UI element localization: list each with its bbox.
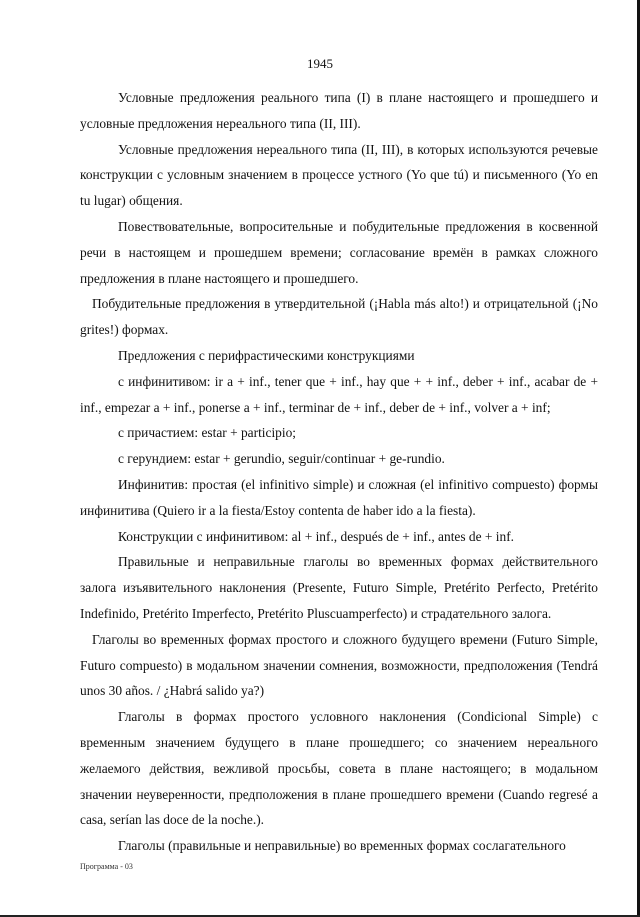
- body-text: [80, 85, 598, 859]
- paragraph-subjunctive-start: Глаголы (правильные и неправильные) во временных формах сослагательного: [118, 838, 566, 854]
- page-footer: Программа - 03: [80, 862, 133, 871]
- page-number: 1945: [307, 56, 333, 71]
- paragraph-conditional-real: Условные предложения реального типа (I) в плане настоящего и прошедшего и условные предложения нереального типа (II, III).: [80, 90, 598, 131]
- paragraph-conditional-mood: Глаголы в формах простого условного наклонения (Condicional Simple) с временным значением будущего в плане прошедшего; со значением нереального желаемого действия, вежливой просьбы, совета в плане настоящего; в модальном значении неуверенности, предположения в плане прошедшего времени (Cuando regresé a casa, serían las doce de la noche.).: [80, 709, 598, 828]
- paragraph-periphrastic-heading: Предложения с перифрастическими конструкциями: [118, 347, 415, 363]
- paragraph-gerund: с герундием: estar + gerundio, seguir/continuar + ge-rundio.: [118, 451, 445, 467]
- paragraph-future-tenses: Глаголы во временных формах простого и сложного будущего времени (Futuro Simple, Futuro compuesto) в модальном значении сомнения, возможности, предположения (Tendrá unos 30 años. / ¿Habrá salido ya?): [80, 631, 598, 699]
- paragraph-infinitive-structures: Конструкции с инфинитивом: al + inf., después de + inf., antes de + inf.: [118, 528, 515, 544]
- paragraph-indirect-speech: Повествовательные, вопросительные и побудительные предложения в косвенной речи в настоящем и прошедшем времени; согласование времён в рамках сложного предложения в плане настоящего и прошедшего.: [80, 218, 598, 286]
- paragraph-infinitive-forms: Инфинитив: простая (el infinitivo simple) и сложная (el infinitivo compuesto) формы инфинитива (Quiero ir a la fiesta/Estoy contenta de haber ido a la fiesta).: [80, 476, 598, 518]
- paragraph-regular-irregular-verbs: Правильные и неправильные глаголы во временных формах действительного залога изъявительного наклонения (Presente, Futuro Simple, Pretérito Perfecto, Pretérito Indefinido, Pretérito Imperfecto, Pretérito Pluscuamperfecto) и страдательного залога.: [80, 554, 598, 621]
- paragraph-imperative: Побудительные предложения в утвердительной (¡Habla más alto!) и отрицательной (¡No grites!) формах.: [80, 296, 598, 338]
- paragraph-participle: с причастием: estar + participio;: [118, 425, 297, 441]
- paragraph-infinitive-constructions: с инфинитивом: ir a + inf., tener que + inf., hay que + + inf., deber + inf., acabar de + inf., empezar a + inf., ponerse a + inf., terminar de + inf., deber de + inf., volver a + inf;: [80, 373, 598, 415]
- paragraph-conditional-unreal: Условные предложения нереального типа (II, III), в которых используются речевые конструкции с условным значением в процессе устного (Yo que tú) и письменного (Yo en tu lugar) общения.: [80, 141, 598, 209]
